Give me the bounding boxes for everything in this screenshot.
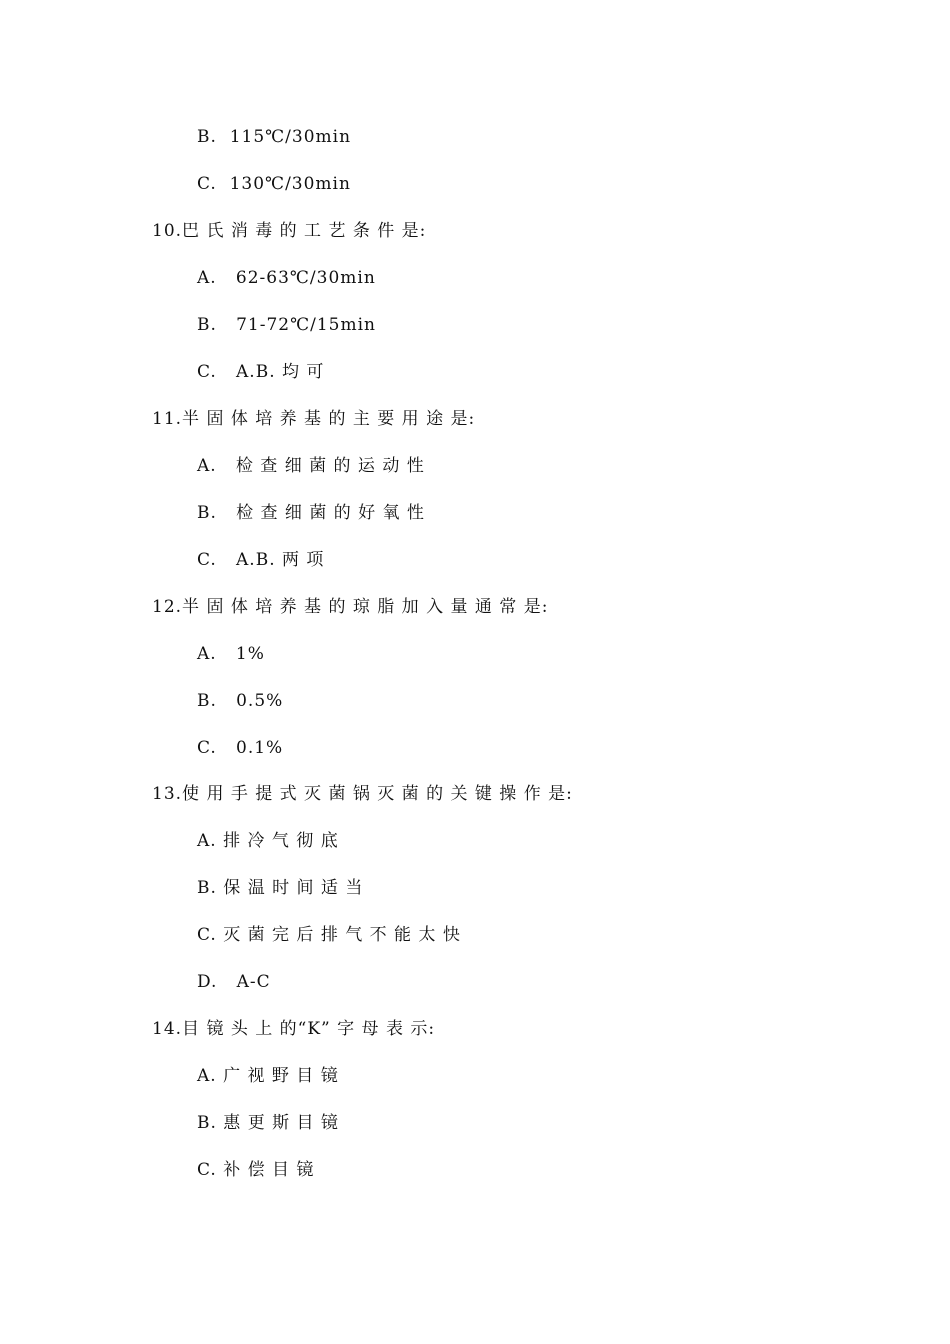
question-13-text: 13.使 用 手 提 式 灭 菌 锅 灭 菌 的 关 键 操 作 是: [152, 784, 573, 804]
question-14-text: 14.目 镜 头 上 的“K” 字 母 表 示: [152, 1019, 436, 1039]
question-12-option-b: B. 0.5% [197, 691, 284, 711]
question-14-option-a: A. 广 视 野 目 镜 [197, 1066, 339, 1086]
question-14-option-c: C. 补 偿 目 镜 [197, 1160, 315, 1180]
question-11-option-a: A. 检 查 细 菌 的 运 动 性 [197, 456, 425, 476]
question-12-option-c: C. 0.1% [197, 738, 284, 758]
question-9-option-c: C. 130℃/30min [197, 174, 351, 194]
question-13-option-d: D. A-C [197, 972, 271, 992]
question-11-text: 11.半 固 体 培 养 基 的 主 要 用 途 是: [152, 409, 476, 429]
question-14-option-b: B. 惠 更 斯 目 镜 [197, 1113, 339, 1133]
question-12-text: 12.半 固 体 培 养 基 的 琼 脂 加 入 量 通 常 是: [152, 597, 549, 617]
question-10-text: 10.巴 氏 消 毒 的 工 艺 条 件 是: [152, 221, 427, 241]
question-11-option-c: C. A.B. 两 项 [197, 550, 325, 570]
question-10-option-a: A. 62-63℃/30min [197, 268, 376, 288]
question-12-option-a: A. 1% [197, 644, 265, 664]
question-10-option-b: B. 71-72℃/15min [197, 315, 376, 335]
question-13-option-a: A. 排 冷 气 彻 底 [197, 831, 339, 851]
question-10-option-c: C. A.B. 均 可 [197, 362, 325, 382]
question-11-option-b: B. 检 查 细 菌 的 好 氧 性 [197, 503, 425, 523]
question-13-option-b: B. 保 温 时 间 适 当 [197, 878, 364, 898]
question-9-option-b: B. 115℃/30min [197, 127, 352, 147]
question-13-option-c: C. 灭 菌 完 后 排 气 不 能 太 快 [197, 925, 461, 945]
